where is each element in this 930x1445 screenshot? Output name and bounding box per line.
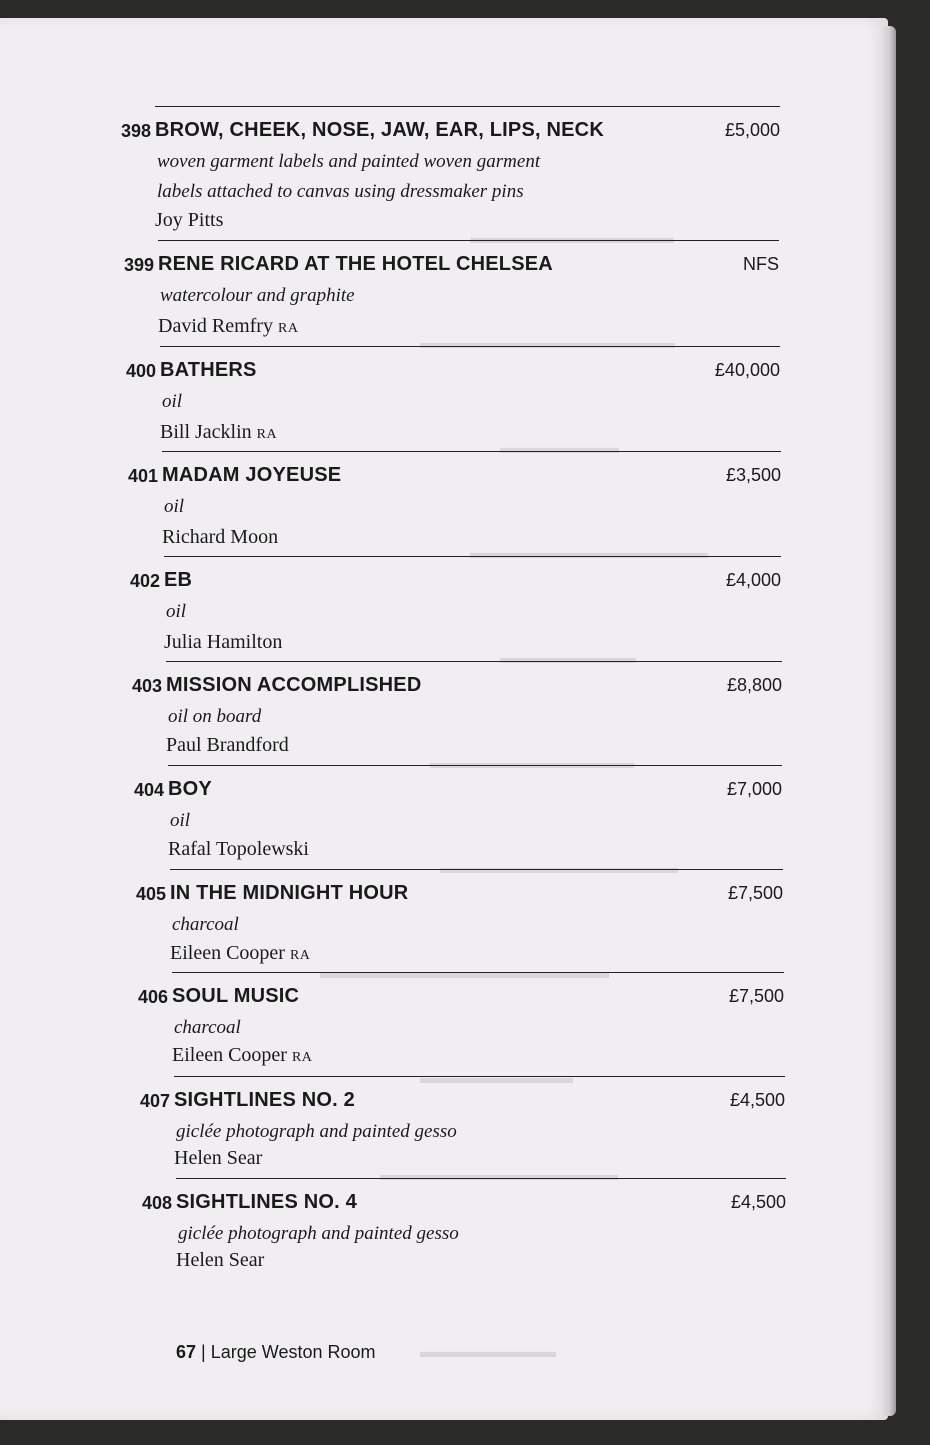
- entry-medium: [170, 806, 640, 836]
- entry-medium-line: charcoal: [174, 1017, 241, 1038]
- entry-title: SIGHTLINES NO. 4: [176, 1191, 358, 1213]
- ra-suffix: RA: [256, 427, 278, 442]
- entry-medium-line: giclée photograph and painted gesso: [178, 1223, 459, 1244]
- entry-medium: [162, 387, 632, 417]
- entry-price: £7,500: [727, 883, 783, 903]
- entry-medium-line: oil on board: [168, 706, 262, 727]
- entry-title: BOY: [168, 778, 212, 800]
- entry-artist: [172, 1044, 312, 1067]
- entry-medium-line: oil: [164, 496, 185, 517]
- catalogue-entry: [120, 106, 780, 242]
- entry-artist: [166, 734, 289, 757]
- entry-medium-line: labels attached to canvas using dressmaker pins: [157, 181, 524, 202]
- entry-medium: [166, 597, 636, 627]
- entry-artist: [162, 526, 278, 549]
- entry-price: £8,800: [726, 675, 782, 695]
- page-edge: [880, 26, 896, 1416]
- entry-medium-line: oil: [162, 391, 183, 412]
- entry-medium: [174, 1013, 644, 1043]
- entry-price: £40,000: [714, 360, 780, 380]
- artist-name: Julia Hamilton: [164, 631, 283, 653]
- catalogue-entry: [131, 661, 782, 768]
- entry-medium-line: charcoal: [172, 914, 239, 935]
- entry-title: BATHERS: [160, 359, 257, 381]
- artist-name: Rafal Topolewski: [168, 838, 309, 860]
- entry-title: RENE RICARD AT THE HOTEL CHELSEA: [158, 253, 553, 275]
- entry-medium: [178, 1219, 648, 1249]
- entry-price: £4,500: [729, 1090, 785, 1110]
- artist-name: Joy Pitts: [155, 209, 224, 231]
- catalogue-entry: [133, 765, 782, 872]
- entry-medium-line: oil: [166, 601, 187, 622]
- entry-title: BROW, CHEEK, NOSE, JAW, EAR, LIPS, NECK: [155, 119, 604, 141]
- entry-number: 402: [129, 571, 160, 591]
- catalogue-entry: [141, 1178, 786, 1279]
- catalogue-entry: [137, 972, 784, 1077]
- entry-medium: [172, 910, 642, 940]
- entry-artist: [168, 838, 309, 861]
- artist-name: David Remfry: [158, 315, 273, 337]
- entry-price: £5,000: [724, 120, 780, 140]
- entry-number: 403: [131, 676, 162, 696]
- entry-number: 398: [120, 121, 151, 141]
- entry-medium-line: woven garment labels and painted woven garment: [157, 151, 541, 172]
- entry-number: 407: [139, 1091, 170, 1111]
- artist-name: Paul Brandford: [166, 734, 289, 756]
- entry-medium: [176, 1117, 646, 1147]
- artist-name: Helen Sear: [174, 1147, 263, 1169]
- entry-artist: [164, 631, 282, 654]
- entry-number: 408: [141, 1193, 172, 1213]
- entry-medium-line: watercolour and graphite: [160, 285, 355, 306]
- entry-number: 406: [137, 987, 168, 1007]
- entry-artist: [170, 942, 310, 965]
- entry-medium: [168, 702, 638, 732]
- entry-title: SOUL MUSIC: [172, 985, 300, 1007]
- entry-number: 404: [133, 780, 164, 800]
- entry-price: NFS: [743, 254, 779, 274]
- catalogue-entry: [127, 451, 781, 558]
- entry-medium-line: giclée photograph and painted gesso: [176, 1121, 457, 1142]
- entry-artist: [158, 315, 298, 338]
- entry-artist: [160, 421, 277, 444]
- entry-number: 400: [125, 361, 156, 381]
- entry-price: £3,500: [725, 465, 781, 485]
- footer-separator: |: [201, 1342, 206, 1362]
- catalogue-entry: [129, 556, 781, 663]
- ra-suffix: RA: [289, 948, 311, 963]
- entry-medium-line: oil: [170, 810, 191, 831]
- entry-medium: [164, 492, 634, 522]
- artist-name: Richard Moon: [162, 526, 279, 548]
- entry-artist: [176, 1249, 264, 1272]
- entry-title: MISSION ACCOMPLISHED: [166, 674, 422, 696]
- entry-medium: [160, 281, 630, 311]
- entry-title: MADAM JOYEUSE: [162, 464, 342, 486]
- catalogue-entry: [123, 240, 779, 347]
- artist-name: Bill Jacklin: [160, 421, 252, 443]
- page-footer: [176, 1342, 376, 1363]
- entry-number: 401: [127, 466, 158, 486]
- ra-suffix: RA: [291, 1050, 313, 1065]
- artist-name: Eileen Cooper: [172, 1044, 287, 1066]
- artist-name: Eileen Cooper: [170, 942, 285, 964]
- room-name: Large Weston Room: [210, 1342, 376, 1362]
- entry-price: £4,500: [730, 1192, 786, 1212]
- entry-title: IN THE MIDNIGHT HOUR: [170, 882, 409, 904]
- page-number: 67: [176, 1342, 197, 1362]
- ra-suffix: RA: [277, 321, 299, 336]
- entry-artist: [174, 1147, 262, 1170]
- entry-price: £7,000: [726, 779, 782, 799]
- entry-title: EB: [164, 569, 193, 591]
- artist-name: Helen Sear: [176, 1249, 265, 1271]
- catalogue-entry: [139, 1076, 785, 1179]
- entry-artist: [155, 209, 223, 232]
- entry-title: SIGHTLINES NO. 2: [174, 1089, 356, 1111]
- entry-medium: [157, 147, 627, 207]
- entry-number: 405: [135, 884, 166, 904]
- entry-price: £4,000: [725, 570, 781, 590]
- entry-number: 399: [123, 255, 154, 275]
- catalogue-entry: [125, 346, 780, 453]
- entry-price: £7,500: [728, 986, 784, 1006]
- catalogue-entry: [135, 869, 783, 974]
